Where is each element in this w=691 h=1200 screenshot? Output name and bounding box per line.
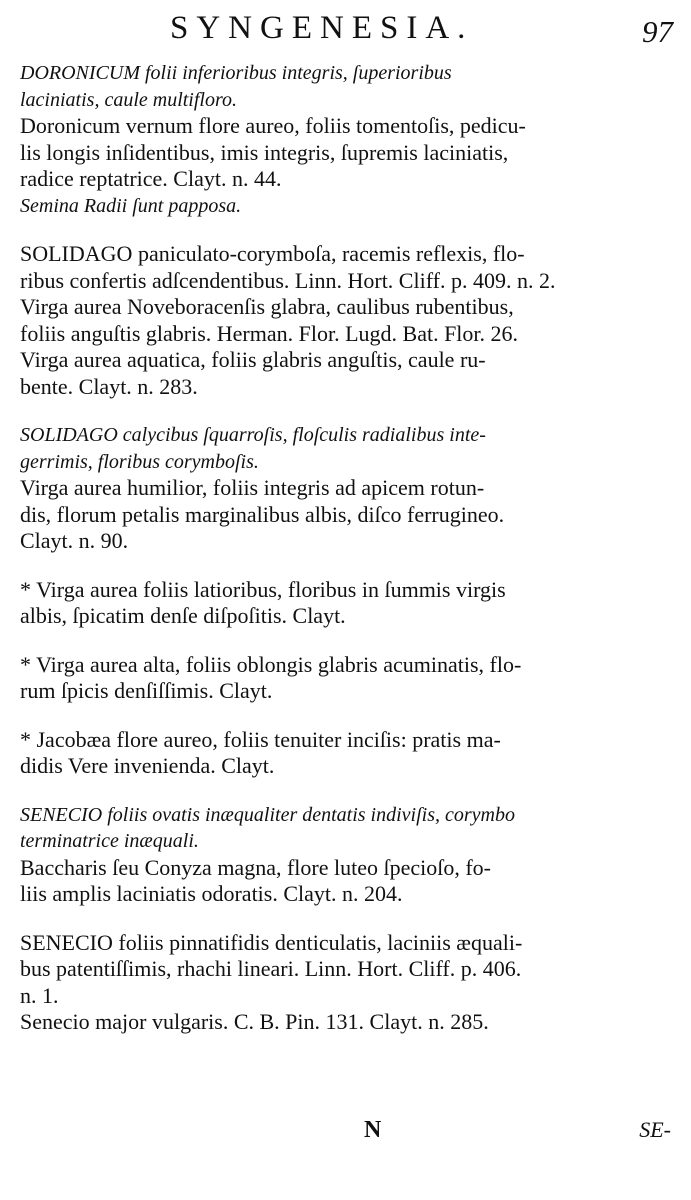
text-line: bus patentiſſimis, rhachi lineari. Linn. Hort. Cliff. p. 406. <box>20 956 522 981</box>
text-line: Clayt. n. 90. <box>20 528 129 553</box>
text-line: lis longis inſidentibus, imis integris, ſupremis laciniatis, <box>20 139 509 165</box>
text-line: foliis anguſtis glabris. Herman. Flor. Lugd. Bat. Flor. 26. <box>20 320 519 346</box>
text-line: Doronicum vernum flore aureo, foliis tomentoſis, pedicu- <box>20 113 526 138</box>
italic-text-line: gerrimis, floribus corymboſis. <box>20 450 259 473</box>
text-line: rum ſpicis denſiſſimis. Clayt. <box>20 678 273 703</box>
text-line: dis, florum petalis marginalibus albis, diſco ferrugineo. <box>20 501 505 527</box>
botanical-entry <box>20 60 672 219</box>
text-line: SENECIO foliis pinnatifidis denticulatis, laciniis æquali- <box>20 929 523 955</box>
text-line: Virga aurea humilior, foliis integris ad apicem rotun- <box>20 475 485 500</box>
text-line: * Virga aurea foliis latioribus, floribus in ſummis virgis <box>20 576 506 602</box>
text-line: didis Vere invenienda. Clayt. <box>20 753 275 778</box>
text-line: Baccharis ſeu Conyza magna, flore luteo ſpecioſo, fo- <box>20 854 491 880</box>
botanical-entry <box>20 802 672 908</box>
italic-text-line: laciniatis, caule multifloro. <box>20 88 238 111</box>
running-title: SYNGENESIA. <box>170 10 474 46</box>
botanical-entry <box>20 727 672 780</box>
text-line: * Jacobæa flore aureo, foliis tenuiter inciſis: pratis ma- <box>20 726 501 752</box>
page-number: 97 <box>642 14 673 49</box>
botanical-entry <box>20 577 672 630</box>
italic-text-line: SENECIO foliis ovatis inæqualiter dentatis indiviſis, corymbo <box>20 803 515 826</box>
text-line: n. 1. <box>20 982 59 1008</box>
text-line: * Virga aurea alta, foliis oblongis glabris acuminatis, flo- <box>20 651 522 677</box>
text-line: radice reptatrice. Clayt. n. 44. <box>20 166 282 191</box>
text-line: albis, ſpicatim denſe diſpoſitis. Clayt. <box>20 603 346 628</box>
italic-text-line: DORONICUM folii inferioribus integris, ſuperioribus <box>20 62 452 84</box>
italic-text-line: terminatrice inæquali. <box>20 830 199 852</box>
signature-mark: N <box>364 1117 382 1143</box>
text-line: ribus confertis adſcendentibus. Linn. Hort. Cliff. p. 409. n. 2. <box>20 267 556 293</box>
text-line: Senecio major vulgaris. C. B. Pin. 131. Clayt. n. 285. <box>20 1009 489 1034</box>
italic-text-line: SOLIDAGO calycibus ſquarroſis, floſculis radialibus inte- <box>20 424 486 446</box>
page-header <box>0 4 691 52</box>
text-line: liis amplis laciniatis odoratis. Clayt. n. 204. <box>20 881 403 906</box>
text-line: Virga aurea aquatica, foliis glabris anguſtis, caule ru- <box>20 347 486 372</box>
botanical-entry <box>20 422 672 555</box>
text-line: SOLIDAGO paniculato-corymboſa, racemis reflexis, flo- <box>20 241 525 266</box>
botanical-entry <box>20 241 672 400</box>
catchword: SE- <box>639 1117 671 1142</box>
botanical-entry <box>20 652 672 705</box>
text-line: bente. Clayt. n. 283. <box>20 373 198 399</box>
text-line: Virga aurea Noveboracenſis glabra, caulibus rubentibus, <box>20 294 514 319</box>
page-body <box>20 60 672 1058</box>
botanical-entry <box>20 930 672 1036</box>
italic-text-line: Semina Radii ſunt papposa. <box>20 194 242 217</box>
